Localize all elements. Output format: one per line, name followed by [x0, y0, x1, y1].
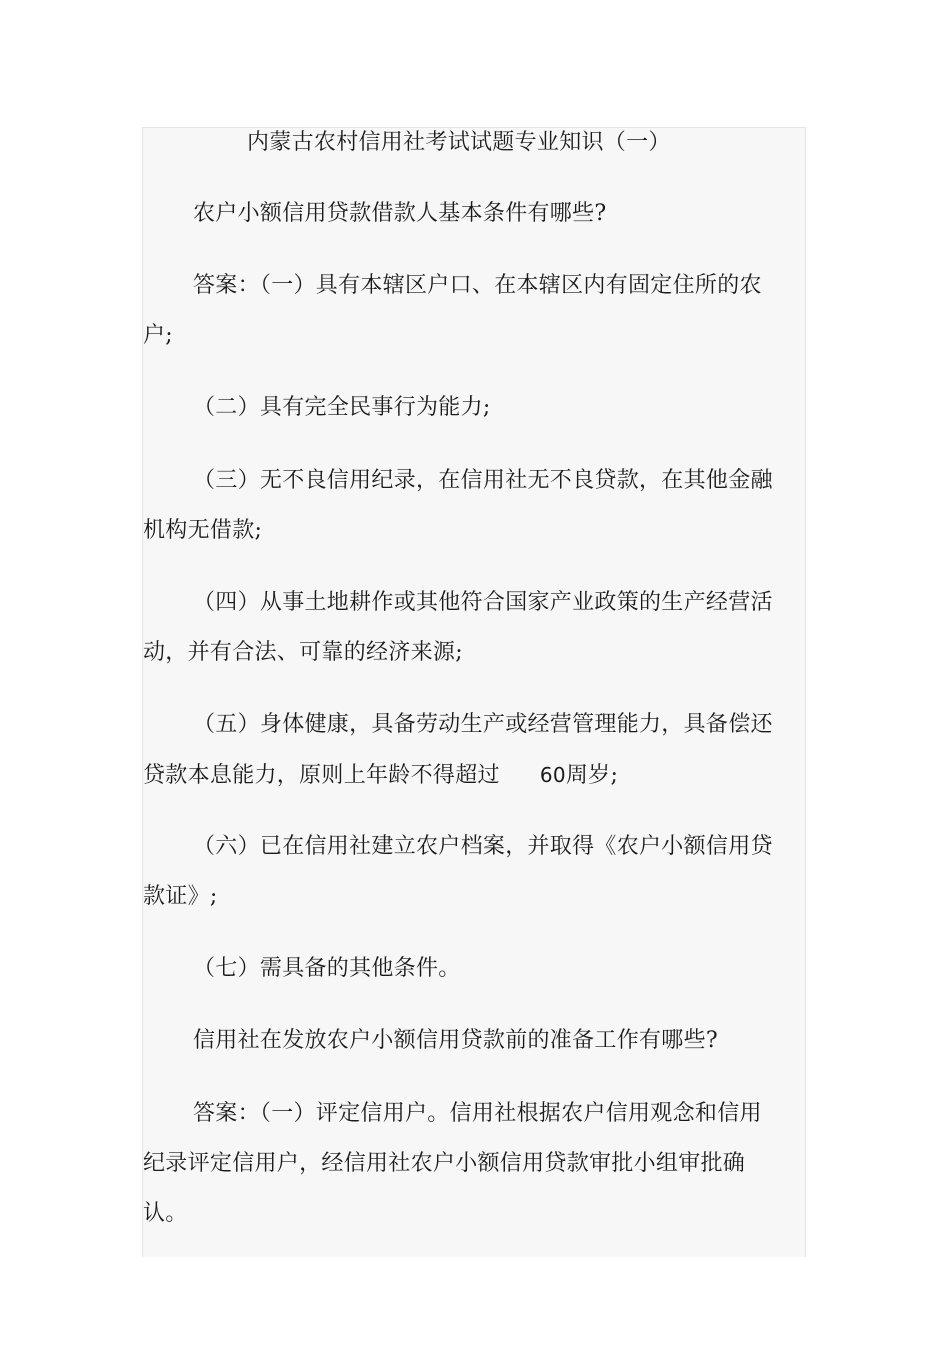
answer-1-item-3-line-2: 机构无借款; — [143, 518, 263, 543]
answer-1-item-5-line-2 — [143, 760, 618, 791]
answer-2-line-2: 纪录评定信用户，经信用社农户小额信用贷款审批小组审批确 — [143, 1151, 746, 1176]
age-unit: 周岁; — [565, 763, 619, 788]
answer-1-item-7: （七）需具备的其他条件。 — [193, 956, 461, 981]
answer-1-item-6-line-1: （六）已在信用社建立农户档案，并取得《农户小额信用贷 — [193, 834, 773, 859]
answer-2-line-1: 答案：（一）评定信用户。信用社根据农户信用观念和信用 — [193, 1101, 762, 1126]
answer-1-item-6-line-2: 款证》; — [143, 884, 218, 909]
answer-1-line-2: 户; — [143, 323, 174, 348]
answer-1-item-4-line-2: 动，并有合法、可靠的经济来源; — [143, 640, 463, 665]
answer-1-line-1: 答案：（一）具有本辖区户口、在本辖区内有固定住所的农 — [193, 273, 762, 298]
age-limit-value: 60 — [539, 763, 566, 787]
document-title: 内蒙古农村信用社考试试题专业知识（一） — [247, 130, 671, 155]
answer-1-item-4-line-1: （四）从事土地耕作或其他符合国家产业政策的生产经营活 — [193, 590, 773, 615]
answer-1-item-3-line-1: （三）无不良信用纪录，在信用社无不良贷款，在其他金融 — [193, 468, 773, 493]
question-1: 农户小额信用贷款借款人基本条件有哪些? — [193, 201, 607, 226]
question-2: 信用社在发放农户小额信用贷款前的准备工作有哪些? — [193, 1028, 718, 1053]
answer-2-line-3: 认。 — [143, 1201, 188, 1226]
answer-1-item-2: （二）具有完全民事行为能力; — [193, 395, 491, 420]
answer-1-item-5-line-1: （五）身体健康，具备劳动生产或经营管理能力，具备偿还 — [193, 712, 773, 737]
answer-1-item-5-text: 贷款本息能力，原则上年龄不得超过 — [143, 763, 500, 788]
document-page — [142, 127, 806, 1257]
